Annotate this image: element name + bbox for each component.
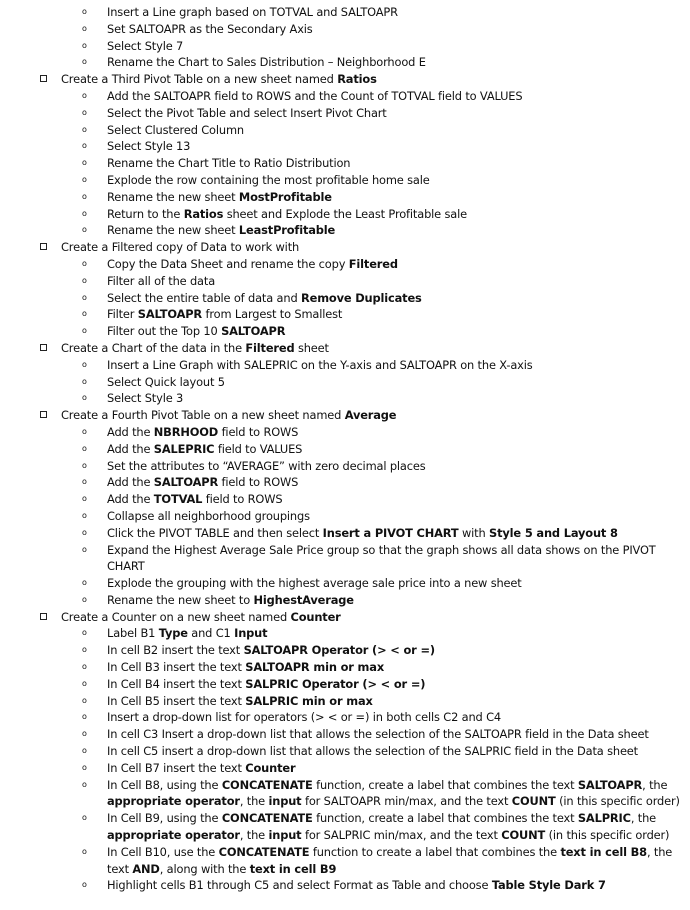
subtask-item — [0, 122, 690, 139]
bullet-icon: o — [82, 477, 87, 487]
subtask-item — [0, 206, 690, 223]
item-text: Create a Filtered copy of Data to work with — [61, 240, 300, 255]
item-text: Rename the new sheet to HighestAverage — [107, 592, 354, 607]
bullet-icon: o — [82, 594, 87, 604]
checkbox-icon — [40, 344, 47, 351]
item-text: In cell B2 insert the text SALTOAPR Operator (> < or =) — [107, 643, 435, 658]
item-text: Rename the Chart Title to Ratio Distribution — [107, 156, 351, 171]
bullet-icon: o — [82, 174, 87, 184]
bullet-icon: o — [82, 880, 87, 890]
subtask-item — [0, 306, 690, 323]
subtask-item — [0, 625, 690, 642]
item-text: In cell C3 Insert a drop-down list that allows the selection of the SALTOAPR field in the Data sheet — [107, 727, 649, 742]
item-text: Click the PIVOT TABLE and then select Insert a PIVOT CHART with Style 5 and Layout 8 — [107, 525, 618, 540]
bullet-icon: o — [82, 292, 87, 302]
bullet-icon: o — [82, 359, 87, 369]
subtask-item — [0, 642, 690, 659]
bullet-icon: o — [82, 628, 87, 638]
subtask-item — [0, 592, 690, 609]
subtask-item — [0, 709, 690, 726]
task-item — [0, 340, 690, 357]
subtask-item — [0, 676, 690, 693]
subtask-item — [0, 256, 690, 273]
item-text: Select the Pivot Table and select Insert Pivot Chart — [107, 105, 387, 120]
bullet-icon: o — [82, 326, 87, 336]
bullet-icon: o — [82, 90, 87, 100]
subtask-item — [0, 172, 690, 189]
bullet-icon: o — [82, 527, 87, 537]
bullet-icon: o — [82, 225, 87, 235]
bullet-icon: o — [82, 544, 87, 554]
task-item — [0, 407, 690, 424]
item-text: Add the SALEPRIC field to VALUES — [107, 441, 303, 456]
item-text: Collapse all neighborhood groupings — [107, 508, 310, 523]
item-text: In Cell B9, using the CONCATENATE function, create a label that combines the text SALPRIC, the appropriate operator, the input for SALPRIC min/max, and the text COUNT (in this specific order) — [107, 811, 670, 843]
item-text: Create a Chart of the data in the Filtered sheet — [61, 340, 329, 355]
bullet-icon: o — [82, 460, 87, 470]
subtask-item — [0, 138, 690, 155]
subtask-item — [0, 542, 682, 576]
bullet-icon: o — [82, 779, 87, 789]
bullet-icon: o — [82, 695, 87, 705]
subtask-item — [0, 273, 690, 290]
item-text: Select Style 13 — [107, 139, 191, 154]
bullet-icon: o — [82, 309, 87, 319]
item-text: Select Clustered Column — [107, 122, 244, 137]
subtask-item — [0, 424, 690, 441]
item-text: In Cell B3 insert the text SALTOAPR min or max — [107, 660, 385, 675]
subtask-item — [0, 491, 690, 508]
item-text: Filter all of the data — [107, 273, 216, 288]
item-text: Explode the grouping with the highest average sale price into a new sheet — [107, 576, 522, 591]
bullet-icon: o — [82, 494, 87, 504]
subtask-item — [0, 38, 690, 55]
bullet-icon: o — [82, 23, 87, 33]
subtask-item — [0, 877, 690, 894]
item-text: Select Quick layout 5 — [107, 374, 225, 389]
bullet-icon: o — [82, 678, 87, 688]
item-text: In Cell B7 insert the text Counter — [107, 760, 296, 775]
bullet-icon: o — [82, 57, 87, 67]
bullet-icon: o — [82, 124, 87, 134]
item-text: Insert a Line graph based on TOTVAL and SALTOAPR — [107, 5, 398, 19]
task-item — [0, 239, 690, 256]
subtask-item — [0, 222, 690, 239]
item-text: Filter SALTOAPR from Largest to Smallest — [107, 307, 343, 322]
subtask-item — [0, 155, 690, 172]
instruction-document — [0, 4, 690, 894]
subtask-item — [0, 4, 690, 21]
checkbox-icon — [40, 243, 47, 250]
checkbox-icon — [40, 75, 47, 82]
item-text: Explode the row containing the most profitable home sale — [107, 172, 430, 187]
subtask-item — [0, 290, 690, 307]
subtask-item — [0, 810, 682, 844]
item-text: Insert a Line Graph with SALEPRIC on the Y-axis and SALTOAPR on the X-axis — [107, 357, 533, 372]
subtask-item — [0, 474, 690, 491]
bullet-icon: o — [82, 510, 87, 520]
item-text: Filter out the Top 10 SALTOAPR — [107, 324, 286, 339]
subtask-item — [0, 844, 682, 878]
bullet-icon: o — [82, 376, 87, 386]
subtask-item — [0, 525, 690, 542]
bullet-icon: o — [82, 578, 87, 588]
bullet-icon: o — [82, 141, 87, 151]
item-text: Create a Third Pivot Table on a new sheet named Ratios — [61, 72, 377, 87]
item-text: In Cell B5 insert the text SALPRIC min or max — [107, 693, 373, 708]
item-text: Rename the new sheet LeastProfitable — [107, 223, 336, 238]
task-item — [0, 71, 690, 88]
item-text: Create a Counter on a new sheet named Counter — [61, 609, 341, 624]
bullet-icon: o — [82, 258, 87, 268]
item-text: In Cell B4 insert the text SALPRIC Operator (> < or =) — [107, 676, 426, 691]
subtask-item — [0, 693, 690, 710]
subtask-item — [0, 441, 690, 458]
item-text: Add the SALTOAPR field to ROWS and the Count of TOTVAL field to VALUES — [107, 88, 523, 103]
subtask-item — [0, 726, 690, 743]
item-text: Add the NBRHOOD field to ROWS — [107, 424, 299, 439]
bullet-icon: o — [82, 762, 87, 772]
subtask-item — [0, 575, 690, 592]
bullet-icon: o — [82, 846, 87, 856]
item-text: In cell C5 insert a drop-down list that allows the selection of the SALPRIC field in the Data sheet — [107, 744, 638, 759]
item-text: Highlight cells B1 through C5 and select Format as Table and choose Table Style Dark 7 — [107, 878, 606, 893]
item-text: Create a Fourth Pivot Table on a new sheet named Average — [61, 408, 397, 423]
bullet-icon: o — [82, 645, 87, 655]
subtask-item — [0, 189, 690, 206]
bullet-icon: o — [82, 393, 87, 403]
bullet-icon: o — [82, 158, 87, 168]
task-item — [0, 609, 690, 626]
subtask-item — [0, 88, 690, 105]
subtask-item — [0, 508, 690, 525]
bullet-icon: o — [82, 712, 87, 722]
item-text: Return to the Ratios sheet and Explode the Least Profitable sale — [107, 206, 467, 221]
bullet-icon: o — [82, 275, 87, 285]
subtask-item — [0, 760, 690, 777]
bullet-icon: o — [82, 729, 87, 739]
item-text: Set the attributes to “AVERAGE” with zero decimal places — [107, 458, 426, 473]
bullet-icon: o — [82, 7, 87, 16]
item-text: Select the entire table of data and Remove Duplicates — [107, 290, 422, 305]
bullet-icon: o — [82, 813, 87, 823]
bullet-icon: o — [82, 746, 87, 756]
subtask-item — [0, 374, 690, 391]
checkbox-icon — [40, 613, 47, 620]
item-text: Add the TOTVAL field to ROWS — [107, 492, 283, 507]
bullet-icon: o — [82, 208, 87, 218]
bullet-icon: o — [82, 107, 87, 117]
subtask-item — [0, 458, 690, 475]
bullet-icon: o — [82, 40, 87, 50]
bullet-icon: o — [82, 662, 87, 672]
subtask-item — [0, 390, 690, 407]
item-text: Select Style 3 — [107, 391, 184, 406]
item-text: Label B1 Type and C1 Input — [107, 626, 268, 641]
subtask-item — [0, 357, 690, 374]
subtask-item — [0, 105, 690, 122]
item-text: In Cell B8, using the CONCATENATE function, create a label that combines the text SALTOAPR, the appropriate operator, the input for SALTOAPR min/max, and the text COUNT (in this specific order) — [107, 777, 680, 809]
subtask-item — [0, 21, 690, 38]
item-text: Rename the Chart to Sales Distribution – Neighborhood E — [107, 55, 426, 70]
bullet-icon: o — [82, 191, 87, 201]
subtask-item — [0, 743, 690, 760]
subtask-item — [0, 659, 690, 676]
bullet-icon: o — [82, 443, 87, 453]
item-text: Set SALTOAPR as the Secondary Axis — [107, 21, 313, 36]
bullet-icon: o — [82, 426, 87, 436]
item-text: Expand the Highest Average Sale Price group so that the graph shows all data shows on the PIVOT CHART — [107, 542, 656, 574]
item-text: Select Style 7 — [107, 38, 184, 53]
subtask-item — [0, 323, 690, 340]
item-text: Rename the new sheet MostProfitable — [107, 189, 332, 204]
checkbox-icon — [40, 411, 47, 418]
item-text: Add the SALTOAPR field to ROWS — [107, 475, 299, 490]
item-text: Copy the Data Sheet and rename the copy Filtered — [107, 256, 398, 271]
subtask-item — [0, 777, 682, 811]
item-text: Insert a drop-down list for operators (> < or =) in both cells C2 and C4 — [107, 710, 501, 725]
subtask-item — [0, 54, 690, 71]
item-text: In Cell B10, use the CONCATENATE function to create a label that combines the text in cell B8, the text AND, along with the text in cell B9 — [107, 844, 673, 876]
